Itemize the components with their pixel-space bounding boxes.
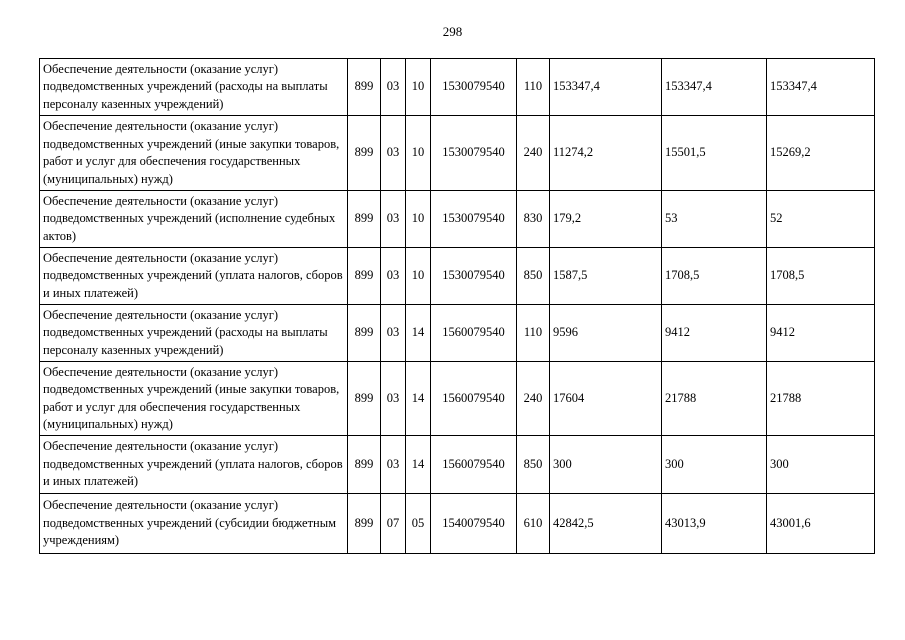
amount-year-2: 9412 xyxy=(662,305,767,362)
expense-type-code: 850 xyxy=(517,436,550,494)
table-row xyxy=(40,436,875,494)
amount-year-3: 300 xyxy=(767,436,875,494)
expense-type-code: 610 xyxy=(517,494,550,554)
target-article-code: 1530079540 xyxy=(431,59,517,116)
subsection-code: 05 xyxy=(406,494,431,554)
amount-year-3: 153347,4 xyxy=(767,59,875,116)
target-article-code: 1560079540 xyxy=(431,436,517,494)
row-description: Обеспечение деятельности (оказание услуг) подведомственных учреждений (расходы на выплаты персоналу казенных учреждений) xyxy=(40,305,348,362)
amount-year-2: 300 xyxy=(662,436,767,494)
row-description: Обеспечение деятельности (оказание услуг) подведомственных учреждений (исполнение судебных актов) xyxy=(40,191,348,248)
target-article-code: 1530079540 xyxy=(431,116,517,191)
table-row xyxy=(40,116,875,191)
amount-year-1: 9596 xyxy=(550,305,662,362)
amount-year-1: 1587,5 xyxy=(550,248,662,305)
table-row xyxy=(40,305,875,362)
amount-year-1: 17604 xyxy=(550,362,662,436)
page-number: 298 xyxy=(442,24,463,39)
amount-year-1: 11274,2 xyxy=(550,116,662,191)
amount-year-1: 42842,5 xyxy=(550,494,662,554)
amount-year-1: 153347,4 xyxy=(550,59,662,116)
ministry-code: 899 xyxy=(348,494,381,554)
expense-type-code: 830 xyxy=(517,191,550,248)
subsection-code: 14 xyxy=(406,305,431,362)
amount-year-3: 15269,2 xyxy=(767,116,875,191)
amount-year-3: 9412 xyxy=(767,305,875,362)
ministry-code: 899 xyxy=(348,305,381,362)
amount-year-2: 1708,5 xyxy=(662,248,767,305)
section-code: 03 xyxy=(381,362,406,436)
amount-year-2: 21788 xyxy=(662,362,767,436)
row-description: Обеспечение деятельности (оказание услуг) подведомственных учреждений (иные закупки товаров, работ и услуг для обеспечения государственных (муниципальных) нужд) xyxy=(40,362,348,436)
section-code: 03 xyxy=(381,248,406,305)
target-article-code: 1530079540 xyxy=(431,191,517,248)
row-description: Обеспечение деятельности (оказание услуг) подведомственных учреждений (уплата налогов, сборов и иных платежей) xyxy=(40,248,348,305)
ministry-code: 899 xyxy=(348,436,381,494)
table-row xyxy=(40,59,875,116)
table-row xyxy=(40,494,875,554)
subsection-code: 10 xyxy=(406,59,431,116)
row-description: Обеспечение деятельности (оказание услуг) подведомственных учреждений (субсидии бюджетным учреждениям) xyxy=(40,494,348,554)
target-article-code: 1540079540 xyxy=(431,494,517,554)
section-code: 07 xyxy=(381,494,406,554)
amount-year-2: 153347,4 xyxy=(662,59,767,116)
row-description: Обеспечение деятельности (оказание услуг) подведомственных учреждений (уплата налогов, сборов и иных платежей) xyxy=(40,436,348,494)
amount-year-3: 1708,5 xyxy=(767,248,875,305)
expense-type-code: 850 xyxy=(517,248,550,305)
target-article-code: 1560079540 xyxy=(431,362,517,436)
ministry-code: 899 xyxy=(348,248,381,305)
table-row xyxy=(40,191,875,248)
ministry-code: 899 xyxy=(348,362,381,436)
amount-year-3: 21788 xyxy=(767,362,875,436)
amount-year-3: 43001,6 xyxy=(767,494,875,554)
budget-table xyxy=(39,58,875,554)
table-row xyxy=(40,248,875,305)
subsection-code: 10 xyxy=(406,191,431,248)
ministry-code: 899 xyxy=(348,59,381,116)
section-code: 03 xyxy=(381,305,406,362)
subsection-code: 10 xyxy=(406,116,431,191)
row-description: Обеспечение деятельности (оказание услуг) подведомственных учреждений (расходы на выплаты персоналу казенных учреждений) xyxy=(40,59,348,116)
amount-year-2: 15501,5 xyxy=(662,116,767,191)
section-code: 03 xyxy=(381,116,406,191)
expense-type-code: 110 xyxy=(517,59,550,116)
subsection-code: 10 xyxy=(406,248,431,305)
section-code: 03 xyxy=(381,59,406,116)
amount-year-3: 52 xyxy=(767,191,875,248)
target-article-code: 1530079540 xyxy=(431,248,517,305)
ministry-code: 899 xyxy=(348,191,381,248)
amount-year-2: 53 xyxy=(662,191,767,248)
target-article-code: 1560079540 xyxy=(431,305,517,362)
expense-type-code: 240 xyxy=(517,116,550,191)
amount-year-2: 43013,9 xyxy=(662,494,767,554)
amount-year-1: 300 xyxy=(550,436,662,494)
section-code: 03 xyxy=(381,436,406,494)
expense-type-code: 240 xyxy=(517,362,550,436)
section-code: 03 xyxy=(381,191,406,248)
ministry-code: 899 xyxy=(348,116,381,191)
expense-type-code: 110 xyxy=(517,305,550,362)
subsection-code: 14 xyxy=(406,436,431,494)
subsection-code: 14 xyxy=(406,362,431,436)
row-description: Обеспечение деятельности (оказание услуг) подведомственных учреждений (иные закупки товаров, работ и услуг для обеспечения государственных (муниципальных) нужд) xyxy=(40,116,348,191)
table-row xyxy=(40,362,875,436)
amount-year-1: 179,2 xyxy=(550,191,662,248)
